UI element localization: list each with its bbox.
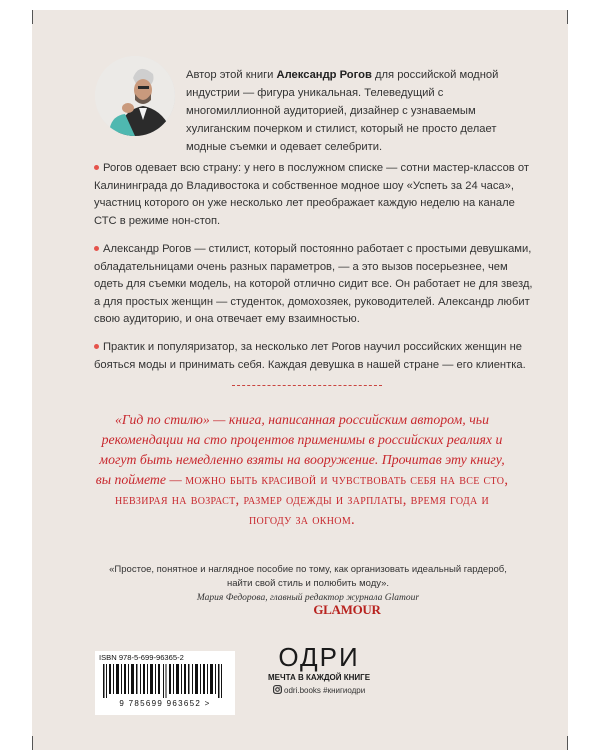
- isbn-label: ISBN 978-5-699-96365-2: [99, 653, 184, 662]
- bullet-paragraph: [94, 339, 534, 374]
- instagram-icon: [273, 685, 282, 694]
- crop-mark: [567, 736, 568, 750]
- barcode-icon: [103, 664, 227, 698]
- testimonial: [108, 563, 508, 605]
- crop-mark: [567, 10, 568, 24]
- bullet-dot-icon: [94, 246, 99, 251]
- publisher-logo: ОДРИ: [278, 642, 360, 672]
- publisher-handle: odri.books #книгиодри: [284, 686, 366, 695]
- publisher-block: [254, 642, 384, 695]
- bullet-text: Александр Рогов — стилист, который постоянно работает с простыми девушками, обладательницами очень разных параметров, — а это вызов посерьезнее, чем одеть для съемки модель, на которой отлично сидит все. Он работает не для звезд, а для простых женщин — студенток, домохозяек, руководителей. Александр любит свою аудиторию, и она отвечает ему взаимностью.: [94, 243, 533, 325]
- bullet-dot-icon: [94, 344, 99, 349]
- barcode-digits: 9 785699 963652 >: [119, 699, 211, 708]
- barcode-box: [95, 651, 235, 715]
- back-cover: [32, 10, 568, 750]
- crop-mark: [32, 736, 33, 750]
- testimonial-author: Мария Федорова, главный редактор журнала Glamour: [196, 593, 420, 603]
- crop-mark: [32, 10, 33, 24]
- author-name: Александр Рогов: [276, 69, 372, 81]
- bullet-text: Практик и популяризатор, за несколько лет Рогов научил российских женщин не бояться моды и принимать себя. Каждая девушка в нашей стране — его клиентка.: [94, 341, 526, 371]
- intro-text-start: Автор этой книги: [186, 69, 277, 81]
- dashed-divider: [232, 385, 382, 386]
- bullet-paragraph: [94, 241, 534, 329]
- bullet-text: Рогов одевает всю страну: у него в послужном списке — сотни мастер-классов от Калининграда до Владивостока и собственное модное шоу «Успеть за 24 часа», участниц которого он уже несколько лет преображает каждую неделю на канале СТС в режиме нон-стоп.: [94, 162, 529, 227]
- glamour-logo: GLAMOUR: [313, 602, 381, 617]
- publisher-social: [254, 685, 384, 695]
- publisher-slogan: МЕЧТА В КАЖДОЙ КНИГЕ: [267, 673, 371, 682]
- pull-quote: [92, 410, 512, 530]
- portrait-illustration-icon: [95, 56, 175, 136]
- quote-smallcaps-text: можно быть красивой и чувствовать себя на все сто, невзирая на возраст, размер одежды и зарплаты, время года и погоду за окном.: [115, 472, 509, 528]
- author-portrait: [95, 56, 175, 136]
- bullet-dot-icon: [94, 165, 99, 170]
- bullet-paragraph: [94, 160, 534, 230]
- intro-text-end: для российской модной индустрии — фигура уникальная. Телеведущий с многомиллионной аудиторией, дизайнер с узнаваемым хулиганским почерком и стилист, который не просто делает модные съемки и одевает селебрити.: [186, 69, 499, 153]
- quote-italic-text: «Гид по стилю» — книга, написанная российским автором, чьи рекомендации на сто процентов применимы в российских реалиях и могут быть немедленно взяты на вооружение. Прочитав эту книгу, вы поймете —: [95, 412, 505, 487]
- testimonial-text: «Простое, понятное и наглядное пособие по тому, как организовать идеальный гардероб, найти свой стиль и полюбить моду».: [109, 564, 507, 589]
- author-intro: [186, 66, 516, 156]
